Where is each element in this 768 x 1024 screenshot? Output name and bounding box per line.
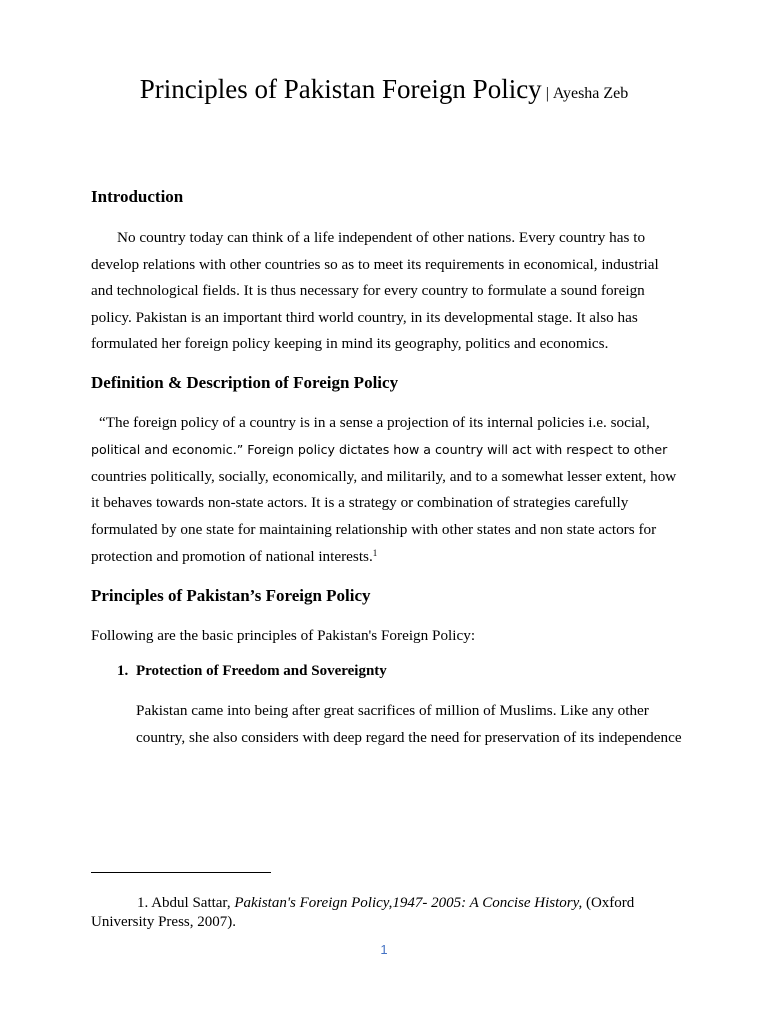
definition-line: formulated by one state for maintaining relationship with other states and non state actors for (91, 521, 657, 538)
footnote-book-title: Pakistan's Foreign Policy,1947- 2005: A Concise History, (234, 895, 583, 911)
definition-line: countries politically, socially, economically, and militarily, and to a somewhat lesser extent, how (91, 468, 677, 485)
definition-line: “The foreign policy of a country is in a sense a projection of its internal policies i.e. social, (99, 414, 650, 431)
document-author: Ayesha Zeb (552, 85, 629, 102)
document-title: Principles of Pakistan Foreign Policy (139, 74, 542, 104)
list-item-body-line: Pakistan came into being after great sacrifices of million of Muslims. Like any other (136, 702, 649, 719)
list-item-body-line: country, she also considers with deep regard the need for preservation of its independence (136, 729, 682, 746)
introduction-heading: Introduction (91, 187, 184, 206)
footnote-reference[interactable]: 1 (372, 548, 378, 558)
definition-line: it behaves towards non-state actors. It is a strategy or combination of strategies carefully (91, 494, 629, 511)
list-item-number: 1. (117, 663, 129, 679)
introduction-line: formulated her foreign policy keeping in mind its geography, politics and economics. (91, 335, 609, 352)
principles-intro: Following are the basic principles of Pakistan's Foreign Policy: (91, 627, 476, 644)
introduction-line: No country today can think of a life independent of other nations. Every country has to (117, 229, 646, 246)
introduction-line: policy. Pakistan is an important third world country, in its developmental stage. It also has (91, 309, 638, 326)
definition-line: political and economic.” Foreign policy dictates how a country will act with respect to other (91, 442, 668, 457)
definition-line (91, 548, 377, 566)
footnote-publisher: (Oxford University Press, 2007). (91, 895, 635, 930)
introduction-line: and technological fields. It is thus necessary for every country to formulate a sound foreign (91, 282, 645, 299)
principles-heading: Principles of Pakistan’s Foreign Policy (91, 586, 371, 605)
footnote-author: Abdul Sattar, (151, 895, 231, 911)
introduction-line: develop relations with other countries so as to meet its requirements in economical, industrial (91, 256, 659, 273)
title-separator: | (545, 85, 549, 102)
footnote-separator (91, 872, 271, 873)
page-number: 1 (380, 942, 388, 957)
document-title-line (0, 74, 768, 105)
list-item-heading (117, 663, 387, 680)
footnote-number: 1. (137, 895, 149, 911)
footnote (91, 894, 651, 932)
definition-heading: Definition & Description of Foreign Policy (91, 373, 399, 392)
list-item-title: Protection of Freedom and Sovereignty (136, 663, 387, 679)
definition-last-text: protection and promotion of national interests. (91, 548, 373, 565)
